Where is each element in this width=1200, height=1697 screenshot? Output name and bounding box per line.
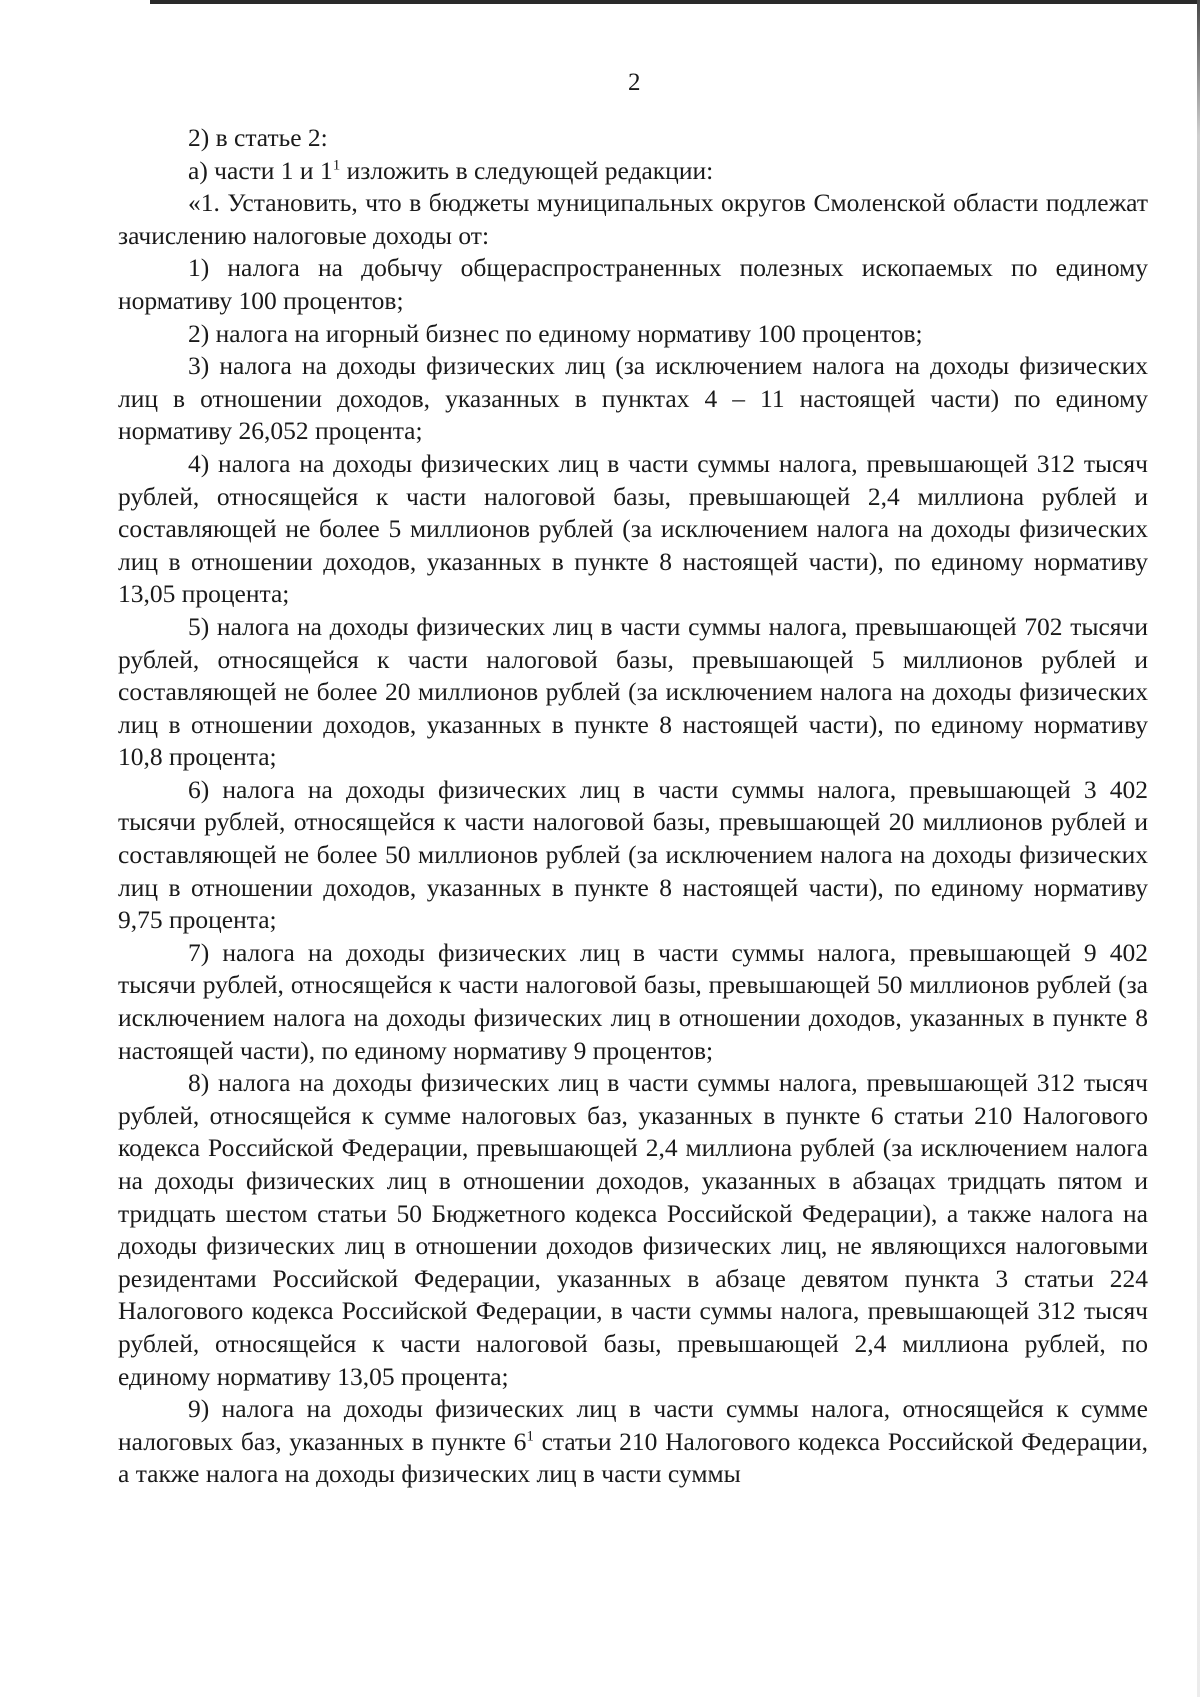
paragraph-item-2: 2) налога на игорный бизнес по единому нормативу 100 процентов; (188, 318, 923, 348)
paragraph-item-3: 3) налога на доходы физических лиц (за исключением налога на доходы физических лиц в отношении доходов, указанных в пунктах 4 – 11 настоящей части) по единому нормативу 26,052 процента; (118, 351, 1148, 446)
document-body (118, 122, 1148, 1491)
superscript-1: 1 (526, 1428, 534, 1445)
subclause-a-text-start: а) части 1 и 1 (188, 155, 333, 185)
subclause-a-text-end: изложить в следующей редакции: (340, 155, 714, 185)
page-number: 2 (628, 69, 641, 96)
paragraph-item-6: 6) налога на доходы физических лиц в части суммы налога, превышающей 3 402 тысячи рублей, относящейся к части налоговой базы, превышающей 20 миллионов рублей и составляющей не более 50 миллионов рублей (за исключением налога на доходы физических лиц в отношении доходов, указанных в пункте 8 настоящей части), по единому нормативу 9,75 процента; (118, 774, 1148, 935)
paragraph-item-5: 5) налога на доходы физических лиц в части суммы налога, превышающей 702 тысячи рублей, относящейся к части налоговой базы, превышающей 5 миллионов рублей и составляющей не более 20 миллионов рублей (за исключением налога на доходы физических лиц в отношении доходов, указанных в пункте 8 настоящей части), по единому нормативу 10,8 процента; (118, 611, 1148, 772)
item-9-text-end: статьи 210 Налогового кодекса Российской Федерации, а также налога на доходы физических лиц в части суммы (118, 1426, 1148, 1489)
paragraph-article-2: 2) в статье 2: (188, 123, 328, 152)
paragraph-item-8: 8) налога на доходы физических лиц в части суммы налога, превышающей 312 тысяч рублей, относящейся к сумме налоговых баз, указанных в пункте 6 статьи 210 Налогового кодекса Российской Федерации, превышающей 2,4 миллиона рублей (за исключением налога на доходы физических лиц в отношении доходов, указанных в абзацах тридцать пятом и тридцать шестом статьи 50 Бюджетного кодекса Российской Федерации), а также налога на доходы физических лиц в отношении доходов физических лиц, не являющихся налоговыми резидентами Российской Федерации, указанных в абзаце девятом пункта 3 статьи 224 Налогового кодекса Российской Федерации, в части суммы налога, превышающей 312 тысяч рублей, относящейся к части налоговой базы, превышающей 2,4 миллиона рублей, по единому нормативу 13,05 процента; (118, 1068, 1148, 1391)
paragraph-subclause-a (118, 155, 1148, 188)
paragraph-item-4: 4) налога на доходы физических лиц в части суммы налога, превышающей 312 тысяч рублей, относящейся к части налоговой базы, превышающей 2,4 миллиона рублей и составляющей не более 5 миллионов рублей (за исключением налога на доходы физических лиц в отношении доходов, указанных в пункте 8 настоящей части), по единому нормативу 13,05 процента; (118, 448, 1148, 609)
item-9-text-start: 9) налога на доходы физических лиц в части суммы налога, относящейся к сумме налоговых баз, указанных в пункте 6 (118, 1394, 1148, 1456)
paragraph-item-9 (118, 1393, 1148, 1491)
superscript-1: 1 (332, 157, 341, 174)
paragraph-item-1: 1) налога на добычу общераспространенных полезных ископаемых по единому нормативу 100 процентов; (118, 253, 1148, 315)
scan-top-edge (150, 0, 1200, 4)
paragraph-part-1-intro: «1. Установить, что в бюджеты муниципальных округов Смоленской области подлежат зачислению налоговые доходы от: (118, 188, 1148, 250)
paragraph-item-7: 7) налога на доходы физических лиц в части суммы налога, превышающей 9 402 тысячи рублей, относящейся к части налоговой базы, превышающей 50 миллионов рублей (за исключением налога на доходы физических лиц в отношении доходов, указанных в пункте 8 настоящей части), по единому нормативу 9 процентов; (118, 937, 1148, 1065)
